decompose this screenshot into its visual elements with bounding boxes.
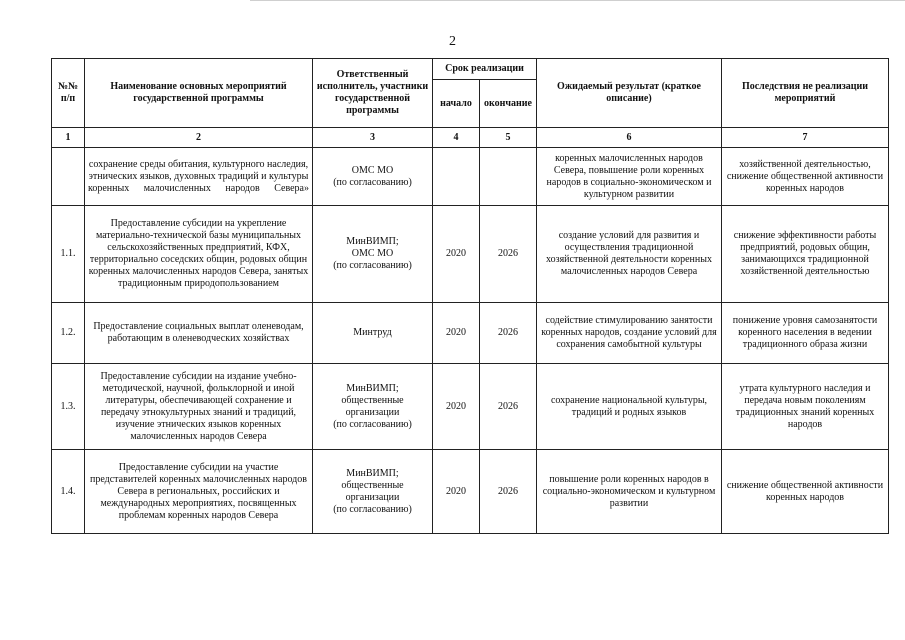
row-name: Предоставление субсидии на издание учебно-методической, научной, фольклорной и иной литературы, обеспечивающей сохранение и передачу этнокультурных знаний и традиций, изучение этнических языков коренных малочисленных народов Севера bbox=[85, 364, 313, 450]
row-end: 2026 bbox=[480, 303, 537, 364]
column-number: 1 bbox=[52, 128, 85, 148]
column-numbers-row bbox=[52, 128, 889, 148]
header-num: №№ п/п bbox=[52, 59, 85, 128]
row-num: 1.2. bbox=[52, 303, 85, 364]
header-executor: Ответственный исполнитель, участники государственной программы bbox=[313, 59, 433, 128]
row-num: 1.3. bbox=[52, 364, 85, 450]
row-consequences: снижение общественной активности коренных народов bbox=[722, 450, 889, 534]
table-row bbox=[52, 364, 889, 450]
header-result: Ожидаемый результат (краткое описание) bbox=[537, 59, 722, 128]
header-consequences: Последствия не реализации мероприятий bbox=[722, 59, 889, 128]
row-consequences: снижение эффективности работы предприятий, родовых общин, занимающихся традиционной хозяйственной деятельностью bbox=[722, 206, 889, 303]
row-end: 2026 bbox=[480, 450, 537, 534]
header-period: Срок реализации bbox=[433, 59, 537, 80]
table-row bbox=[52, 303, 889, 364]
row-start: 2020 bbox=[433, 303, 480, 364]
row-executor: МинВИМП; общественные организации (по согласованию) bbox=[313, 364, 433, 450]
row-result: создание условий для развития и осуществления традиционной хозяйственной деятельности коренных малочисленных народов Севера bbox=[537, 206, 722, 303]
row-end: 2026 bbox=[480, 206, 537, 303]
table-row bbox=[52, 450, 889, 534]
row-start: 2020 bbox=[433, 206, 480, 303]
table-row bbox=[52, 206, 889, 303]
row-executor: МинВИМП; ОМС МО (по согласованию) bbox=[313, 206, 433, 303]
top-rule bbox=[250, 0, 905, 1]
row-start: 2020 bbox=[433, 364, 480, 450]
column-number: 2 bbox=[85, 128, 313, 148]
header-end: окончание bbox=[480, 80, 537, 128]
program-table bbox=[51, 58, 889, 534]
row-name: Предоставление социальных выплат оленеводам, работающим в оленеводческих хозяйствах bbox=[85, 303, 313, 364]
row-name: Предоставление субсидии на участие представителей коренных малочисленных народов Севера в региональных, российских и международных мероприятиях, посвященных проблемам коренных народов Севера bbox=[85, 450, 313, 534]
row-name: сохранение среды обитания, культурного наследия, этнических языков, духовных традиций и культуры коренных малочисленных народов Севера» bbox=[85, 148, 313, 206]
column-number: 7 bbox=[722, 128, 889, 148]
row-start: 2020 bbox=[433, 450, 480, 534]
column-number: 6 bbox=[537, 128, 722, 148]
page-number: 2 bbox=[449, 34, 456, 49]
row-start bbox=[433, 148, 480, 206]
header-start: начало bbox=[433, 80, 480, 128]
row-consequences: хозяйственной деятельностью, снижение общественной активности коренных народов bbox=[722, 148, 889, 206]
column-number: 3 bbox=[313, 128, 433, 148]
row-result: коренных малочисленных народов Севера, повышение роли коренных народов в социально-экономическом и культурном развитии bbox=[537, 148, 722, 206]
row-executor: ОМС МО (по согласованию) bbox=[313, 148, 433, 206]
row-result: сохранение национальной культуры, традиций и родных языков bbox=[537, 364, 722, 450]
row-num: 1.1. bbox=[52, 206, 85, 303]
row-end bbox=[480, 148, 537, 206]
row-result: содействие стимулированию занятости коренных народов, создание условий для сохранения самобытной культуры bbox=[537, 303, 722, 364]
row-end: 2026 bbox=[480, 364, 537, 450]
header-name: Наименование основных мероприятий государственной программы bbox=[85, 59, 313, 128]
row-name: Предоставление субсидии на укрепление материально-технической базы муниципальных сельскохозяйственных предприятий, КФХ, территориально соседских общин, родовых общин коренных малочисленных народов Севера, занятых традиционным природопользованием bbox=[85, 206, 313, 303]
column-number: 5 bbox=[480, 128, 537, 148]
row-executor: Минтруд bbox=[313, 303, 433, 364]
table-row bbox=[52, 148, 889, 206]
row-consequences: утрата культурного наследия и передача новым поколениям традиционных знаний коренных народов bbox=[722, 364, 889, 450]
row-consequences: понижение уровня самозанятости коренного населения в ведении традиционного образа жизни bbox=[722, 303, 889, 364]
row-num bbox=[52, 148, 85, 206]
row-result: повышение роли коренных народов в социально-экономическом и культурном развитии bbox=[537, 450, 722, 534]
column-number: 4 bbox=[433, 128, 480, 148]
row-num: 1.4. bbox=[52, 450, 85, 534]
row-executor: МинВИМП; общественные организации (по согласованию) bbox=[313, 450, 433, 534]
